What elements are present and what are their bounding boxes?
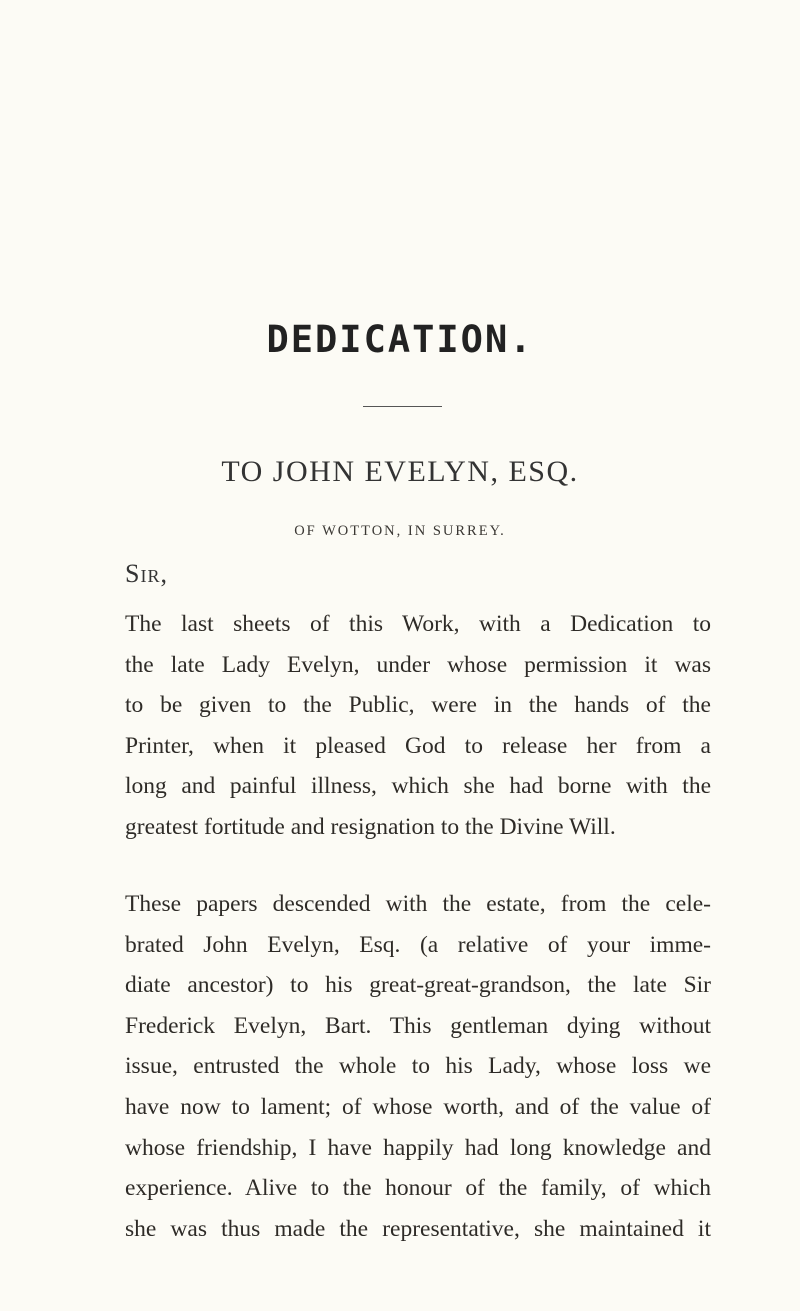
paragraph-line: The last sheets of this Work, with a Dedication to — [125, 611, 711, 637]
addressee-line: TO JOHN EVELYN, ESQ. — [221, 455, 579, 488]
paragraph-line: long and painful illness, which she had borne with the — [125, 773, 711, 800]
page-heading: DEDICATION. — [266, 318, 534, 361]
salutation: Sir, — [125, 559, 168, 588]
paragraph-line: diate ancestor) to his great-great-grandson, the late Sir — [125, 972, 711, 999]
paragraph-2 — [125, 884, 711, 1249]
paragraph-line: brated John Evelyn, Esq. (a relative of your imme- — [125, 931, 711, 958]
paragraph-line: experience. Alive to the honour of the family, of which — [125, 1175, 711, 1202]
heading-divider — [363, 406, 442, 407]
paragraph-line: the late Lady Evelyn, under whose permission it was — [125, 651, 711, 678]
paragraph-line: whose friendship, I have happily had long knowledge and — [125, 1134, 711, 1161]
paragraph-line: have now to lament; of whose worth, and of the value of — [125, 1093, 711, 1120]
paragraph-line: Frederick Evelyn, Bart. This gentleman dying without — [125, 1012, 711, 1039]
paragraph-line: greatest fortitude and resignation to the Divine Will. — [125, 813, 616, 840]
paragraph-line: These papers descended with the estate, from the cele- — [125, 891, 711, 917]
paragraph-line: issue, entrusted the whole to his Lady, whose loss we — [125, 1053, 711, 1080]
paragraph-line: Printer, when it pleased God to release her from a — [125, 732, 711, 759]
location-line: OF WOTTON, IN SURREY. — [294, 523, 506, 539]
paragraph-line: she was thus made the representative, she maintained it — [125, 1215, 711, 1242]
paragraph-1 — [125, 604, 711, 848]
paragraph-line: to be given to the Public, were in the hands of the — [125, 692, 711, 719]
